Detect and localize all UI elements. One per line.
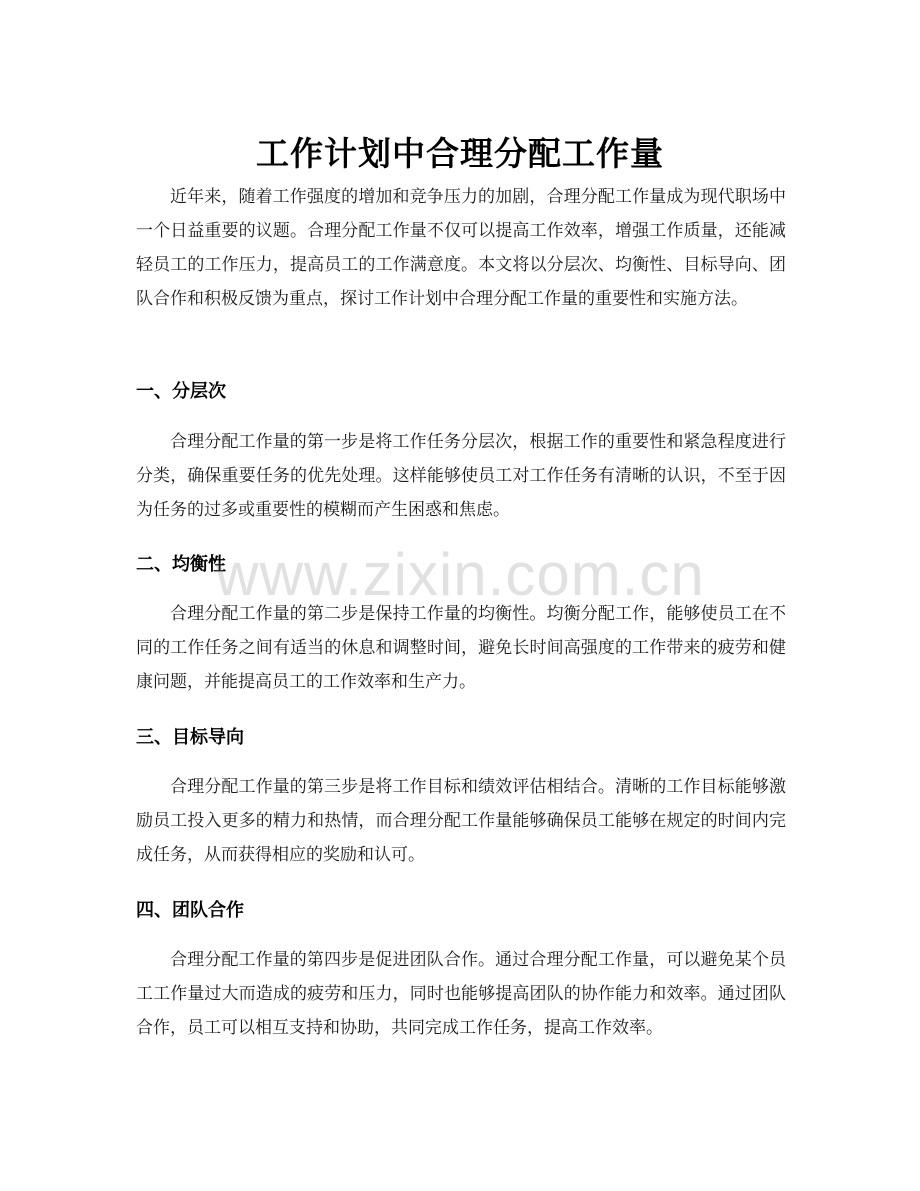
- section-body-balance: 合理分配工作量的第二步是保持工作量的均衡性。均衡分配工作，能够使员工在不同的工作任务之间有适当的休息和调整时间，避免长时间高强度的工作带来的疲劳和健康问题，并能提高员工的工作效率和生产力。: [136, 604, 786, 692]
- section-body-goal-oriented: 合理分配工作量的第三步是将工作目标和绩效评估相结合。清晰的工作目标能够激励员工投入更多的精力和热情，而合理分配工作量能够确保员工能够在规定的时间内完成任务，从而获得相应的奖励和认可。: [136, 777, 786, 865]
- page-title: 工作计划中合理分配工作量: [256, 134, 664, 174]
- section-body-layering: 合理分配工作量的第一步是将工作任务分层次，根据工作的重要性和紧急程度进行分类，确保重要任务的优先处理。这样能够使员工对工作任务有清晰的认识，不至于因为任务的过多或重要性的模糊而产生困惑和焦虑。: [136, 432, 786, 520]
- intro-paragraph: 近年来，随着工作强度的增加和竞争压力的加剧，合理分配工作量成为现代职场中一个日益重要的议题。合理分配工作量不仅可以提高工作效率，增强工作质量，还能减轻员工的工作压力，提高员工的工作满意度。本文将以分层次、均衡性、目标导向、团队合作和积极反馈为重点，探讨工作计划中合理分配工作量的重要性和实施方法。: [136, 187, 786, 309]
- section-heading-layering: 一、分层次: [136, 381, 226, 402]
- section-heading-teamwork: 四、团队合作: [136, 900, 244, 921]
- section-heading-balance: 二、均衡性: [136, 554, 226, 575]
- section-body-teamwork: 合理分配工作量的第四步是促进团队合作。通过合理分配工作量，可以避免某个员工工作量过大而造成的疲劳和压力，同时也能够提高团队的协作能力和效率。通过团队合作，员工可以相互支持和协助，共同完成工作任务，提高工作效率。: [136, 950, 786, 1038]
- section-heading-goal-oriented: 三、目标导向: [136, 727, 244, 748]
- watermark: www.zixin.com.cn: [215, 541, 705, 608]
